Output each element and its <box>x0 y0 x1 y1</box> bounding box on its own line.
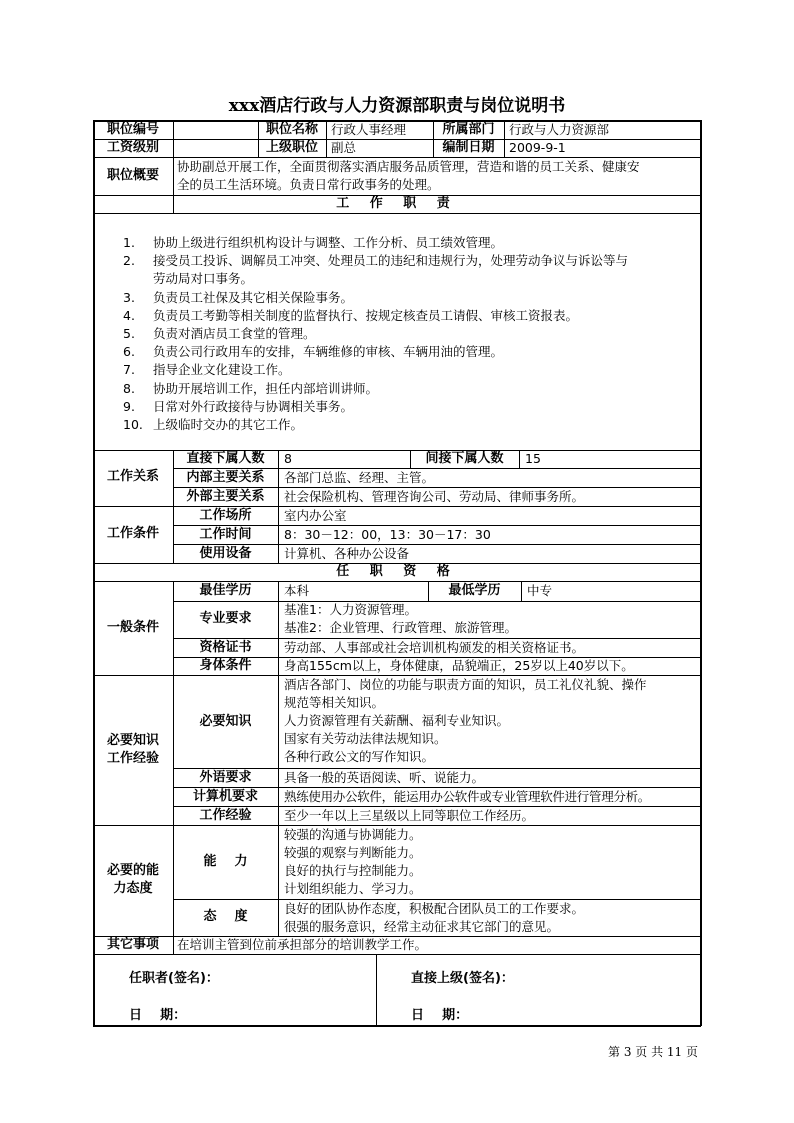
ability-line-4: 计划组织能力、学习力。 <box>284 881 422 896</box>
certificate-label: 资格证书 <box>199 640 252 655</box>
certificate-value: 劳动部、人事部或社会培训机构颁发的相关资格证书。 <box>284 640 585 655</box>
duty-item: 协助上级进行组织机构设计与调整、工作分析、员工绩效管理。 <box>153 235 504 250</box>
best-education-label: 最佳学历 <box>199 583 252 598</box>
physical-condition-value: 身高155cm以上，身体健康，品貌端正，25岁以上40岁以下。 <box>284 658 634 673</box>
attitude-line-1: 良好的团队协作态度，积极配合团队员工的工作要求。 <box>284 901 585 916</box>
equipment-label: 使用设备 <box>199 546 252 561</box>
position-name-label: 职位名称 <box>265 122 318 137</box>
superior-signature-label: 直接上级(签名)： <box>411 971 514 986</box>
compile-date-label: 编制日期 <box>442 140 495 155</box>
department-label: 所属部门 <box>442 122 495 137</box>
knowledge-experience-label-1: 必要知识 <box>106 733 159 748</box>
superior-position-label: 上级职位 <box>265 140 318 155</box>
duty-number: 3. <box>123 289 135 305</box>
required-knowledge-line-4: 国家有关劳动法律法规知识。 <box>284 731 447 746</box>
qualification-heading: 任 职 资 格 <box>336 564 458 579</box>
duty-item: 协助开展培训工作，担任内部培训讲师。 <box>153 380 379 396</box>
work-time-label: 工作时间 <box>199 527 252 542</box>
position-name-value: 行政人事经理 <box>331 122 407 137</box>
ability-attitude-label-1: 必要的能 <box>106 863 159 878</box>
direct-subordinates-value: 8 <box>284 451 292 466</box>
duty-item: 负责公司行政用车的安排，车辆维修的审核、车辆用油的管理。 <box>153 344 504 360</box>
overview-label: 职位概要 <box>106 168 159 183</box>
required-knowledge-line-3: 人力资源管理有关薪酬、福利专业知识。 <box>284 713 510 728</box>
work-relations-label: 工作关系 <box>106 469 159 484</box>
required-knowledge-line-1: 酒店各部门、岗位的功能与职责方面的知识，员工礼仪礼貌、操作 <box>284 677 647 692</box>
overview-line-2: 全的员工生活环境。负责日常行政事务的处理。 <box>177 177 440 192</box>
ability-line-1: 较强的沟通与协调能力。 <box>284 827 422 842</box>
duty-item-continued: 劳动局对口事务。 <box>153 271 254 287</box>
other-matters-value: 在培训主管到位前承担部分的培训教学工作。 <box>177 937 428 952</box>
duty-item: 上级临时交办的其它工作。 <box>153 417 304 432</box>
duty-number: 9. <box>123 398 135 414</box>
duty-number: 4. <box>123 307 135 323</box>
duty-item: 负责对酒店员工食堂的管理。 <box>153 326 316 341</box>
ability-line-2: 较强的观察与判断能力。 <box>284 845 422 860</box>
duty-number: 5. <box>123 326 135 341</box>
superior-position-value: 副总 <box>331 140 357 155</box>
position-code-label: 职位编号 <box>106 122 159 137</box>
internal-relations-label: 内部主要关系 <box>186 470 265 485</box>
duty-item: 负责员工考勤等相关制度的监督执行、按规定核查员工请假、审核工资报表。 <box>153 307 579 323</box>
workplace-value: 室内办公室 <box>284 508 347 523</box>
ability-label: 能 力 <box>203 854 248 869</box>
required-knowledge-line-2: 规范等相关知识。 <box>284 695 385 710</box>
indirect-subordinates-label: 间接下属人数 <box>425 451 504 466</box>
compile-date-value: 2009-9-1 <box>509 140 566 155</box>
knowledge-experience-label-2: 工作经验 <box>106 751 159 766</box>
external-relations-label: 外部主要关系 <box>186 489 265 504</box>
attitude-label: 态 度 <box>203 909 248 924</box>
ability-attitude-label-2: 力态度 <box>113 881 153 896</box>
duty-number: 7. <box>123 362 135 378</box>
duty-item: 日常对外行政接待与协调相关事务。 <box>153 398 354 414</box>
language-requirement-value: 具备一般的英语阅读、听、说能力。 <box>284 770 485 785</box>
internal-relations-value: 各部门总监、经理、主管。 <box>284 470 435 485</box>
salary-level-label: 工资级别 <box>106 140 159 155</box>
major-requirement-label: 专业要求 <box>199 611 252 626</box>
required-knowledge-line-5: 各种行政公文的写作知识。 <box>284 749 435 764</box>
major-requirement-line-2: 基准2：企业管理、行政管理、旅游管理。 <box>284 620 517 635</box>
superior-date-label: 日 期： <box>411 1008 469 1023</box>
equipment-value: 计算机、各种办公设备 <box>284 546 410 561</box>
duty-number: 10. <box>123 417 143 432</box>
general-conditions-label: 一般条件 <box>106 620 159 635</box>
duty-number: 1. <box>123 235 135 250</box>
document-title: xxx酒店行政与人力资源部职责与岗位说明书 <box>228 96 566 116</box>
major-requirement-line-1: 基准1：人力资源管理。 <box>284 602 417 617</box>
duty-number: 6. <box>123 344 135 360</box>
work-time-value: 8：30－12：00，13：30－17：30 <box>284 527 491 542</box>
duty-number: 8. <box>123 380 135 396</box>
best-education-value: 本科 <box>284 583 310 598</box>
other-matters-label: 其它事项 <box>106 937 159 952</box>
overview-line-1: 协助副总开展工作，全面贯彻落实酒店服务品质管理，营造和谐的员工关系、健康安 <box>177 159 640 174</box>
required-knowledge-label: 必要知识 <box>199 714 252 729</box>
language-requirement-label: 外语要求 <box>199 770 252 785</box>
duty-item: 指导企业文化建设工作。 <box>153 362 291 378</box>
workplace-label: 工作场所 <box>199 508 252 523</box>
min-education-value: 中专 <box>527 583 553 598</box>
duty-number: 2. <box>123 253 135 269</box>
ability-line-3: 良好的执行与控制能力。 <box>284 863 422 878</box>
physical-condition-label: 身体条件 <box>199 658 252 673</box>
work-experience-value: 至少一年以上三星级以上同等职位工作经历。 <box>284 808 535 823</box>
indirect-subordinates-value: 15 <box>525 451 541 466</box>
page-number: 第 3 页 共 11 页 <box>608 1045 698 1059</box>
computer-requirement-label: 计算机要求 <box>192 789 258 804</box>
external-relations-value: 社会保险机构、管理咨询公司、劳动局、律师事务所。 <box>284 489 585 504</box>
direct-subordinates-label: 直接下属人数 <box>186 451 265 466</box>
holder-signature-label: 任职者(签名)： <box>129 971 219 986</box>
attitude-line-2: 很强的服务意识，经常主动征求其它部门的意见。 <box>284 919 560 934</box>
job-description-table <box>93 120 701 1026</box>
computer-requirement-value: 熟练使用办公软件，能运用办公软件或专业管理软件进行管理分析。 <box>284 789 651 804</box>
duties-heading: 工 作 职 责 <box>336 196 458 211</box>
work-conditions-label: 工作条件 <box>106 526 159 541</box>
duty-item: 负责员工社保及其它相关保险事务。 <box>153 289 354 305</box>
min-education-label: 最低学历 <box>448 583 501 598</box>
work-experience-label: 工作经验 <box>199 808 252 823</box>
holder-date-label: 日 期： <box>129 1008 187 1023</box>
duty-item: 接受员工投诉、调解员工冲突、处理员工的违纪和违规行为，处理劳动争议与诉讼等与 <box>153 253 629 269</box>
department-value: 行政与人力资源部 <box>509 122 610 137</box>
